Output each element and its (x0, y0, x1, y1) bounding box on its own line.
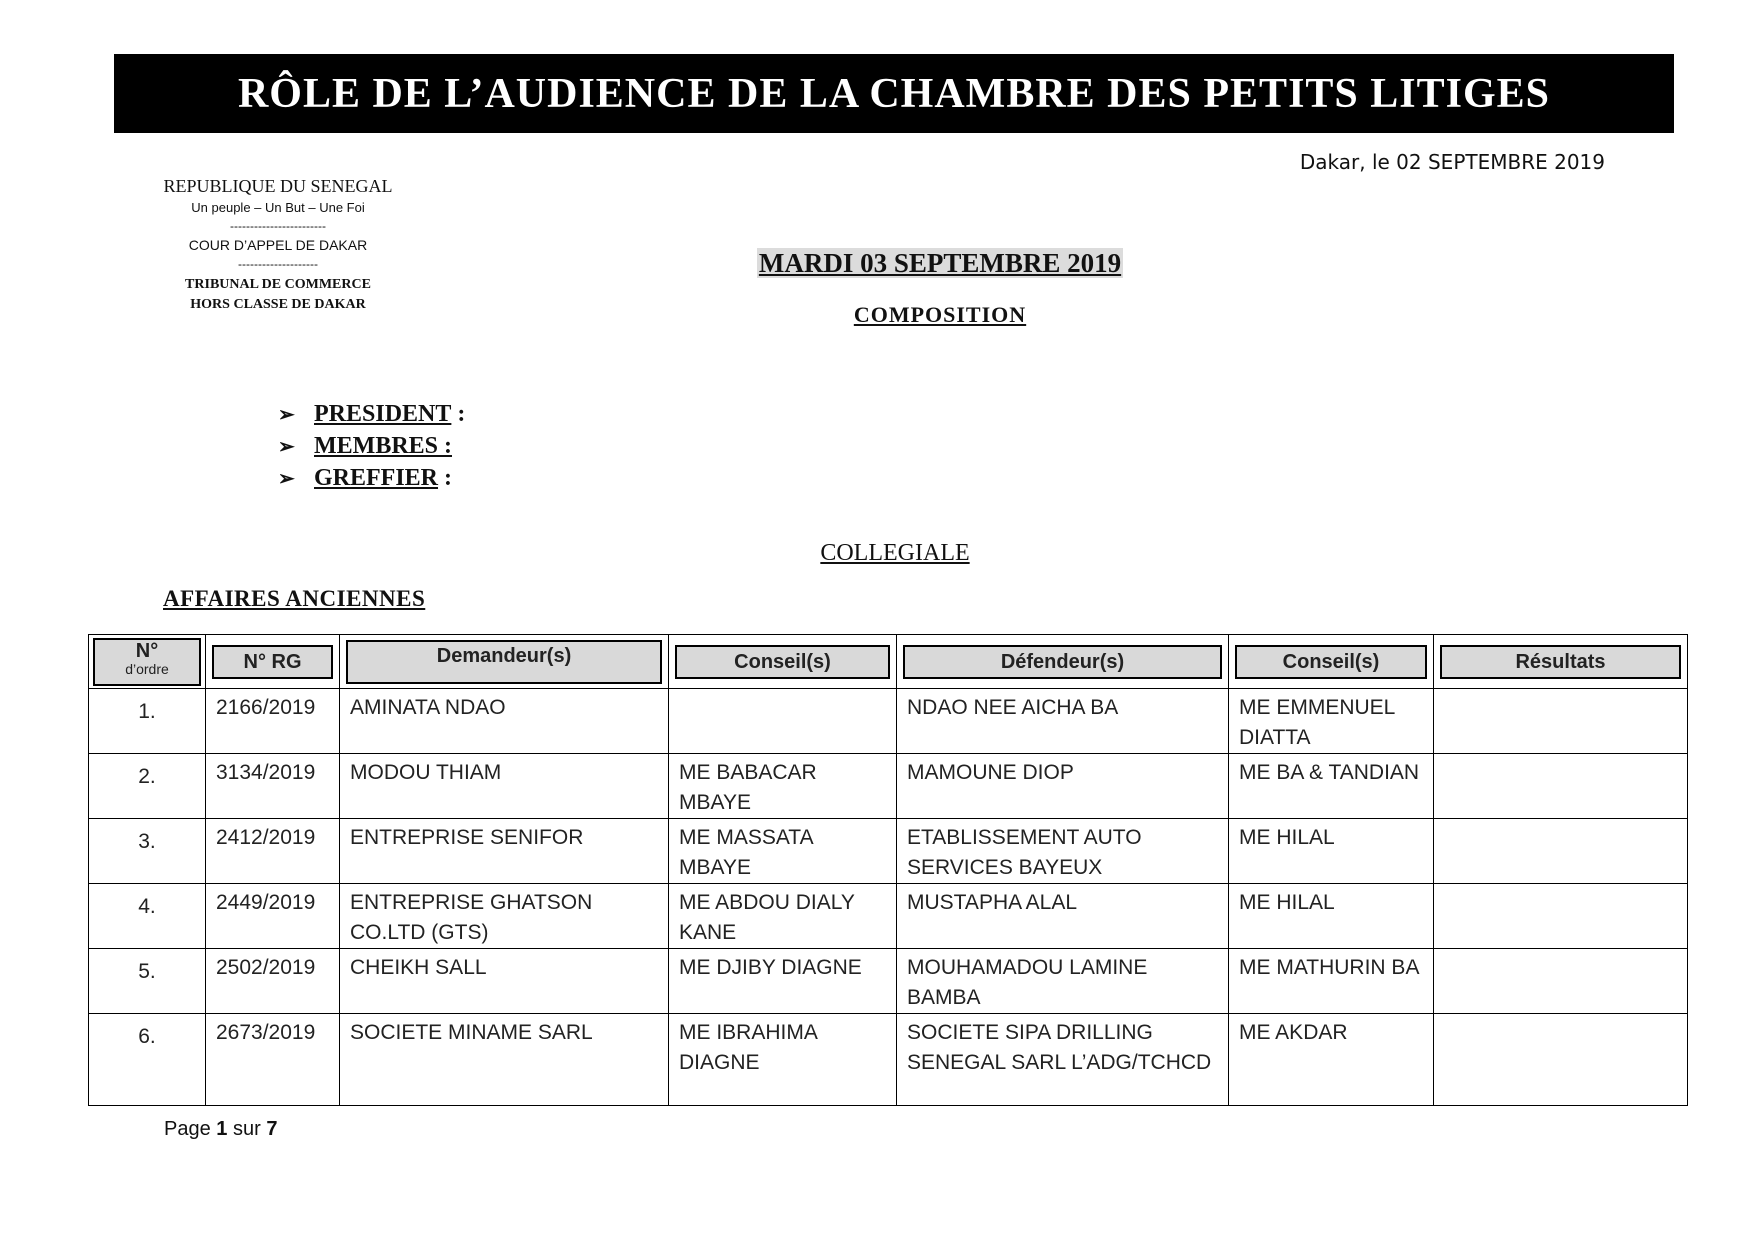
case-demandeur: MODOU THIAM (350, 761, 502, 784)
case-rg: 2412/2019 (216, 826, 316, 849)
case-conseil-defendeur: ME AKDAR (1239, 1021, 1348, 1044)
page-title: RÔLE DE L’AUDIENCE DE LA CHAMBRE DES PETITS LITIGES (237, 70, 1551, 117)
affaires-heading: AFFAIRES ANCIENNES (163, 586, 426, 611)
hearing-date-heading (750, 248, 1130, 279)
case-conseil-demandeur: ME MASSATA MBAYE (679, 826, 813, 879)
role-membres (278, 430, 465, 462)
hearing-date: MARDI 03 SEPTEMBRE 2019 (758, 248, 1122, 278)
case-number: 2. (138, 765, 156, 788)
case-rg: 2502/2019 (216, 956, 316, 979)
role-label: GREFFIER (314, 464, 439, 491)
table-row (89, 1014, 1688, 1106)
case-conseil-defendeur: ME BA & TANDIAN (1239, 761, 1420, 784)
case-number: 4. (138, 895, 156, 918)
role-label: PRESIDENT (314, 400, 452, 427)
case-resultat (1434, 1014, 1687, 1018)
case-conseil-demandeur (669, 689, 896, 693)
header-resultats (1434, 635, 1688, 689)
header-resultats-label: Résultats (1440, 645, 1681, 679)
case-number: 6. (138, 1025, 156, 1048)
header-demandeur (340, 635, 669, 689)
page-total: 7 (266, 1118, 278, 1140)
header-order-top: N° (135, 639, 159, 662)
header-conseil-label: Conseil(s) (675, 645, 890, 679)
case-conseil-demandeur: ME DJIBY DIAGNE (679, 956, 862, 979)
header-defendeur (897, 635, 1229, 689)
case-demandeur: ENTREPRISE GHATSON CO.LTD (GTS) (350, 891, 593, 944)
case-defendeur: MUSTAPHA ALAL (907, 891, 1078, 914)
case-conseil-defendeur: ME HILAL (1239, 891, 1335, 914)
table-row (89, 689, 1688, 754)
page-footer (164, 1118, 277, 1141)
table-row (89, 884, 1688, 949)
case-number: 5. (138, 960, 156, 983)
header-conseil (1229, 635, 1434, 689)
composition-roles (278, 398, 465, 494)
role-colon: : (444, 464, 453, 491)
tribunal-name (138, 275, 418, 315)
role-president (278, 398, 465, 430)
title-banner (114, 54, 1674, 133)
page-word: Page (164, 1118, 211, 1140)
header-order (89, 635, 206, 689)
table-row (89, 949, 1688, 1014)
case-conseil-defendeur: ME EMMENUEL DIATTA (1239, 696, 1395, 749)
tribunal-line: HORS CLASSE DE DAKAR (190, 297, 366, 312)
table-header-row (89, 635, 1688, 689)
masthead-separator: -------------------- (238, 257, 318, 271)
case-number: 3. (138, 830, 156, 853)
role-greffier (278, 462, 465, 494)
republic-name: REPUBLIQUE DU SENEGAL (163, 176, 393, 196)
case-defendeur: ETABLISSEMENT AUTO SERVICES BAYEUX (907, 826, 1142, 879)
case-resultat (1434, 689, 1687, 693)
header-defendeur-label: Défendeur(s) (903, 645, 1222, 679)
case-demandeur: SOCIETE MINAME SARL (350, 1021, 593, 1044)
collegiale-heading: COLLEGIALE (820, 540, 970, 566)
case-demandeur: AMINATA NDAO (350, 696, 506, 719)
composition-heading: COMPOSITION (853, 302, 1027, 327)
role-label: MEMBRES : (314, 432, 452, 459)
case-conseil-defendeur: ME MATHURIN BA (1239, 956, 1420, 979)
header-rg-label: N° RG (212, 645, 333, 679)
case-number: 1. (138, 700, 156, 723)
cases-table (88, 634, 1688, 1106)
masthead-separator: ------------------------ (230, 219, 326, 233)
header-conseil (669, 635, 897, 689)
arrow-bullet-icon: ➢ (278, 467, 295, 490)
case-resultat (1434, 884, 1687, 888)
header-order-bottom: d’ordre (125, 660, 169, 677)
arrow-bullet-icon: ➢ (278, 435, 295, 458)
header-conseil-label: Conseil(s) (1235, 645, 1427, 679)
case-conseil-demandeur: ME ABDOU DIALY KANE (679, 891, 855, 944)
case-demandeur: ENTREPRISE SENIFOR (350, 826, 584, 849)
case-resultat (1434, 754, 1687, 758)
case-defendeur: NDAO NEE AICHA BA (907, 696, 1119, 719)
case-defendeur: MAMOUNE DIOP (907, 761, 1074, 784)
header-demandeur-label: Demandeur(s) (346, 640, 662, 684)
header-rg (206, 635, 340, 689)
date-line: Dakar, le 02 SEPTEMBRE 2019 (1299, 150, 1605, 174)
role-colon: : (457, 400, 466, 427)
table-row (89, 819, 1688, 884)
case-defendeur: MOUHAMADOU LAMINE BAMBA (907, 956, 1148, 1009)
case-conseil-defendeur: ME HILAL (1239, 826, 1335, 849)
case-rg: 2673/2019 (216, 1021, 316, 1044)
case-defendeur: SOCIETE SIPA DRILLING SENEGAL SARL L’ADG/TCHCD (907, 1021, 1212, 1074)
page-of-word: sur (232, 1118, 261, 1140)
case-resultat (1434, 819, 1687, 823)
case-resultat (1434, 949, 1687, 953)
arrow-bullet-icon: ➢ (278, 403, 295, 426)
case-rg: 2449/2019 (216, 891, 316, 914)
case-rg: 3134/2019 (216, 761, 316, 784)
court-masthead (138, 176, 418, 315)
national-motto: Un peuple – Un But – Une Foi (191, 200, 365, 215)
case-conseil-demandeur: ME BABACAR MBAYE (679, 761, 817, 814)
court-name: COUR D’APPEL DE DAKAR (188, 237, 368, 253)
case-demandeur: CHEIKH SALL (350, 956, 487, 979)
case-conseil-demandeur: ME IBRAHIMA DIAGNE (679, 1021, 817, 1074)
case-rg: 2166/2019 (216, 696, 316, 719)
table-row (89, 754, 1688, 819)
page-current: 1 (216, 1118, 228, 1140)
tribunal-line: TRIBUNAL DE COMMERCE (185, 277, 371, 292)
